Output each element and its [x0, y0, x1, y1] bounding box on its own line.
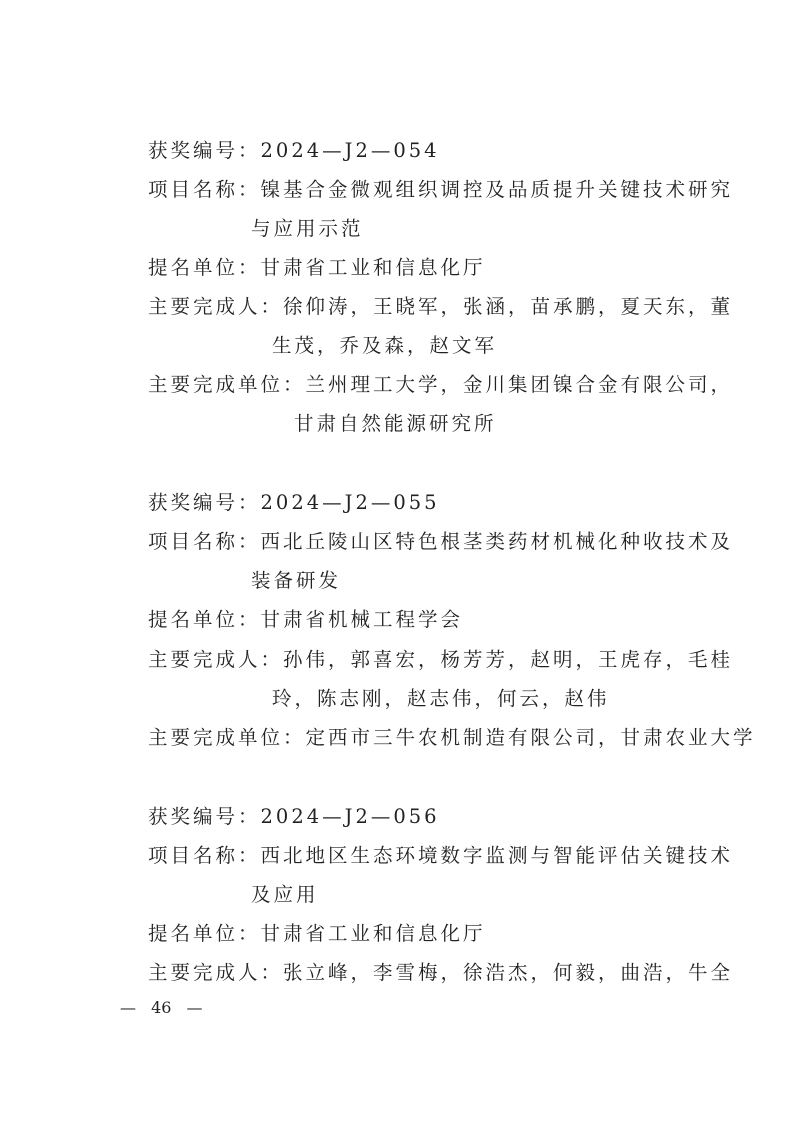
award-number: 获奖编号：2024—J2—056: [148, 805, 440, 828]
main-units: 主要完成单位：兰州理工大学，金川集团镍合金有限公司，: [148, 373, 734, 396]
project-name-continued: 与应用示范: [251, 217, 364, 240]
award-number: 获奖编号：2024—J2—055: [148, 491, 440, 514]
footer-dash-right: —: [186, 998, 203, 1017]
project-name: 项目名称：西北丘陵山区特色根茎类药材机械化种收技术及: [148, 530, 734, 553]
project-name-continued: 装备研发: [251, 569, 342, 592]
main-contributors: 主要完成人：徐仰涛，王晓军，张涵，苗承鹏，夏天东，董: [148, 295, 734, 318]
nominating-unit: 提名单位：甘肃省工业和信息化厅: [148, 256, 486, 279]
page-footer: [120, 998, 203, 1017]
main-units-continued: 甘肃自然能源研究所: [294, 412, 497, 435]
page-number: 46: [151, 998, 172, 1017]
nominating-unit: 提名单位：甘肃省工业和信息化厅: [148, 922, 486, 945]
project-name: 项目名称：镍基合金微观组织调控及品质提升关键技术研究: [148, 178, 734, 201]
nominating-unit: 提名单位：甘肃省机械工程学会: [148, 608, 464, 631]
main-units: 主要完成单位：定西市三牛农机制造有限公司，甘肃农业大学: [148, 726, 756, 749]
project-name-continued: 及应用: [251, 883, 319, 906]
main-contributors-continued: 玲，陈志刚，赵志伟，何云，赵伟: [272, 687, 610, 710]
project-name: 项目名称：西北地区生态环境数字监测与智能评估关键技术: [148, 844, 734, 867]
main-contributors: 主要完成人：孙伟，郭喜宏，杨芳芳，赵明，王虎存，毛桂: [148, 648, 734, 671]
main-contributors-continued: 生茂，乔及森，赵文军: [272, 334, 498, 357]
main-contributors: 主要完成人：张立峰，李雪梅，徐浩杰，何毅，曲浩，牛全: [148, 961, 734, 984]
footer-dash-left: —: [120, 998, 136, 1017]
award-number: 获奖编号：2024—J2—054: [148, 139, 440, 162]
